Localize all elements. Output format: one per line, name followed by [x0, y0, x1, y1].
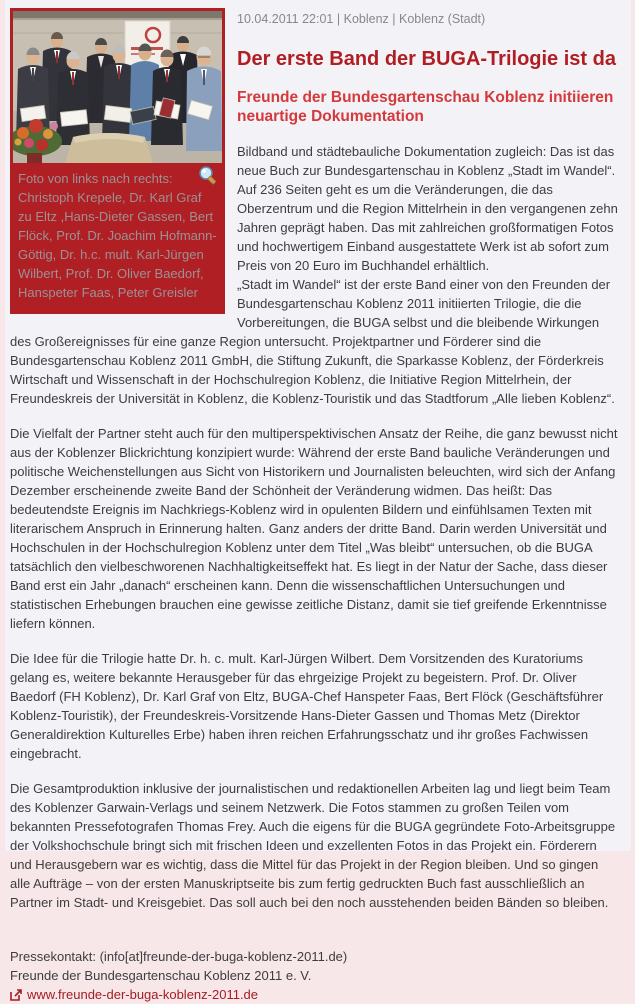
article-page: [5, 0, 631, 1002]
category-link-koblenz-stadt[interactable]: Koblenz (Stadt): [399, 12, 486, 26]
website-link-label: www.freunde-der-buga-koblenz-2011.de: [27, 987, 259, 1002]
press-contact: Pressekontakt: (info[at]freunde-der-buga-koblenz-2011.de): [10, 949, 348, 964]
paragraph: Die Idee für die Trilogie hatte Dr. h. c. mult. Karl-Jürgen Wilbert. Dem Vorsitzenden des Kuratoriums gelang es, weitere bekannte Herausgeber für das ehrgeizige Projekt zu begeistern. Prof. Dr. Oliver Baedorf (FH Koblenz), Dr. Karl Graf von Eltz, BUGA-Chef Hanspeter Faas, Bert Flöck (Geschäftsführer Koblenz-Touristik), der Freundeskreis-Vorsitzende Hans-Dieter Gassen und Thomas Metz (Direktor Generaldirektion Kulturelles Erbe) haben ihren reichen Erfahrungsschatz und ihr großes Fachwissen eingebracht.: [10, 651, 604, 761]
meta-separator: |: [336, 12, 341, 26]
article-photo[interactable]: [10, 8, 225, 163]
group-photo-illustration: [13, 11, 222, 163]
meta-separator: |: [392, 12, 396, 26]
website-link[interactable]: [10, 985, 621, 1004]
photo-caption-text: Foto von links nach rechts: Christoph Krepele, Dr. Karl Graf zu Eltz ,Hans-Dieter Gassen, Bert Flöck, Prof. Dr. Joachim Hofmann-Göttig, Dr. h.c. mult. Karl-Jürgen Wilbert, Prof. Dr. Oliver Baedorf, Hanspeter Faas, Peter Greisler: [18, 171, 217, 300]
page-title: Der erste Band der BUGA-Trilogie ist da: [237, 48, 616, 70]
paragraph: Die Gesamtproduktion inklusive der journalistischen und redaktionellen Arbeiten lag und liegt beim Team des Koblenzer Garwain-Verlags und seinem Netzwerk. Die Fotos stammen zu großen Teilen vom bekannten Pressefotografen Thomas Frey. Auch die eigens für die BUGA gegründete Foto-Arbeitsgruppe der Volkshochschule bringt sich mit frischen Ideen und exzellenten Fotos in das Projekt ein. Förderern und Herausgebern war es wichtig, dass die Mittel für das Projekt in der Region bleiben. Und so gingen alle Aufträge – von der ersten Manuskriptseite bis zum fertig gedruckten Buch fast ausschließlich an Partner im Stadt- und Kreisgebiet. Das soll auch bei den noch ausstehenden beiden Bänden so bleiben.: [10, 781, 616, 910]
paragraph: Bildband und städtebauliche Dokumentation zugleich: Das ist das neue Buch zur Bundesgartenschau in Koblenz „Stadt im Wandel“. Auf 236 Seiten geht es um die Veränderungen, die das Oberzentrum und die Region Mittelrhein in den vergangenen zehn Jahren geprägt haben. Das mit zahlreichen großformatigen Fotos und hochwertigem Einband ausgestattete Werk ist ab sofort zum Preis von 20 Euro im Buchhandel erhältlich.: [237, 144, 618, 273]
subheadline: Freunde der Bundesgartenschau Koblenz initiieren neuartige Dokumentation: [237, 89, 614, 125]
paragraph: „Stadt im Wandel“ ist der erste Band einer von den Freunden der Bundesgartenschau Koblenz 2011 initiierten Trilogie, die die Vorbereitungen, die BUGA selbst und die bleibende Wirkungen des Großereignisses für eine ganze Region untersucht. Projektpartner und Förderer sind die Bundesgartenschau Koblenz 2011 GmbH, die Stiftung Zukunft, die Sparkasse Koblenz, der Förderkreis Wirtschaft und Wissenschaft in der Hochschulregion Koblenz, die Initiative Region Mittelrhein, der Freundeskreis der Universität in Koblenz, die Koblenz-Touristik und das Stadtforum „Alle lieben Koblenz“.: [10, 277, 615, 406]
article-date: 10.04.2011 22:01: [237, 12, 334, 26]
category-link-koblenz[interactable]: Koblenz: [343, 12, 389, 26]
magnifier-icon[interactable]: [197, 165, 219, 187]
external-link-icon: [10, 989, 22, 1001]
organisation-name: Freunde der Bundesgartenschau Koblenz 2011 e. V.: [10, 968, 312, 983]
press-contact-block: [10, 947, 621, 1004]
photo-caption: [10, 163, 225, 314]
figure-box: [10, 8, 225, 314]
paragraph: Die Vielfalt der Partner steht auch für den multiperspektivischen Ansatz der Reihe, die ganz bewusst nicht aus der Koblenzer Blickrichtung konzipiert wurde: Während der erste Band bauliche Veränderungen und politische Weichenstellungen aus Sicht von Historikern und Journalisten beleuchten, wird sich der Anfang Dezember erscheinende zweite Band der Schönheit der Veränderung widmen. Das heißt: Das bedeutendste Ereignis im Nachkriegs-Koblenz wird in opulenten Bildern und einfühlsamen Texten mit literarischem Anspruch in Erinnerung halten. Ganz anders der dritte Band. Darin werden Universität und Hochschulen in der Hochschulregion Koblenz unter dem Titel „Was bleibt“ untersuchen, ob die BUGA tatsächlich den vielbeschworenen Nachhaltigkeitseffekt hat. Es liegt in der Natur der Sache, dass dieser Band erst ein Jahr „danach“ erscheinen kann. Denn die wissenschaftlichen Untersuchungen und statistischen Erhebungen brauchen eine gewisse zeitliche Distanz, damit sie tief greifende Erkenntnisse liefern können.: [10, 426, 618, 631]
